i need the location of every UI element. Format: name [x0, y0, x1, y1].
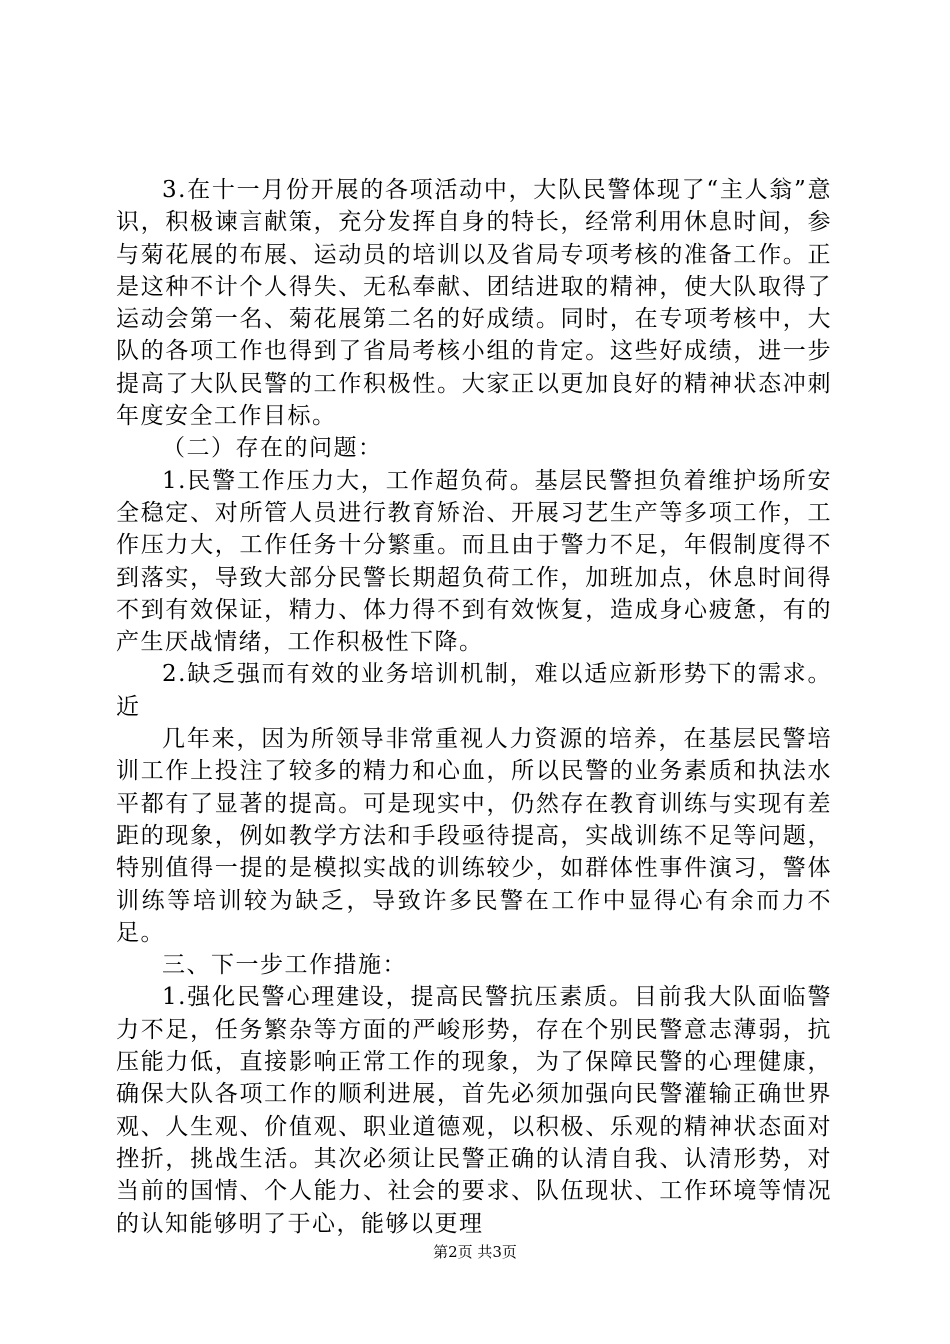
- paragraph-psychological-building: 1.强化民警心理建设，提高民警抗压素质。目前我大队面临警力不足，任务繁杂等方面的严峻形势，存在个别民警意志薄弱，抗压能力低，直接影响正常工作的现象，为了保障民警的心理健康，确保大队各项工作的顺利进展，首先必须加强向民警灌输正确世界观、人生观、价值观、职业道德观，以积极、乐观的精神状态面对挫折，挑战生活。其次必须让民警正确的认清自我、认清形势，对当前的国情、个人能力、社会的要求、队伍现状、工作环境等情况的认知能够明了于心，能够以更理: [116, 984, 832, 1237]
- paragraph-work-pressure: 1.民警工作压力大，工作超负荷。基层民警担负着维护场所安全稳定、对所管人员进行教育矫治、开展习艺生产等多项工作，工作压力大，工作任务十分繁重。而且由于警力不足，年假制度得不到落实，导致大部分民警长期超负荷工作，加班加点，休息时间得不到有效保证，精力、体力得不到有效恢复，造成身心疲惫，有的产生厌战情绪，工作积极性下降。: [116, 467, 832, 656]
- paragraph-training-continued: 几年来，因为所领导非常重视人力资源的培养，在基层民警培训工作上投注了较多的精力和心血，所以民警的业务素质和执法水平都有了显著的提高。可是现实中，仍然存在教育训练与实现有差距的现象，例如教学方法和手段亟待提高，实战训练不足等问题，特别值得一提的是模拟实战的训练较少，如群体性事件演习，警体训练等培训较为缺乏，导致许多民警在工作中显得心有余而力不足。: [116, 726, 832, 946]
- heading-next-steps: 三、下一步工作措施：: [162, 952, 407, 979]
- page-footer: 第2页 共3页: [433, 1243, 517, 1261]
- paragraph-training-mechanism: 2.缺乏强而有效的业务培训机制，难以适应新形势下的需求。近: [116, 661, 832, 720]
- heading-existing-problems: （二）存在的问题：: [162, 435, 383, 462]
- document-body: [116, 174, 832, 1240]
- paragraph-achievements: 3.在十一月份开展的各项活动中，大队民警体现了“主人翁”意识，积极谏言献策，充分发挥自身的特长，经常利用休息时间，参与菊花展的布展、运动员的培训以及省局专项考核的准备工作。正是这种不计个人得失、无私奉献、团结进取的精神，使大队取得了运动会第一名、菊花展第二名的好成绩。同时，在专项考核中，大队的各项工作也得到了省局考核小组的肯定。这些好成绩，进一步提高了大队民警的工作积极性。大家正以更加良好的精神状态冲刺年度安全工作目标。: [116, 177, 832, 430]
